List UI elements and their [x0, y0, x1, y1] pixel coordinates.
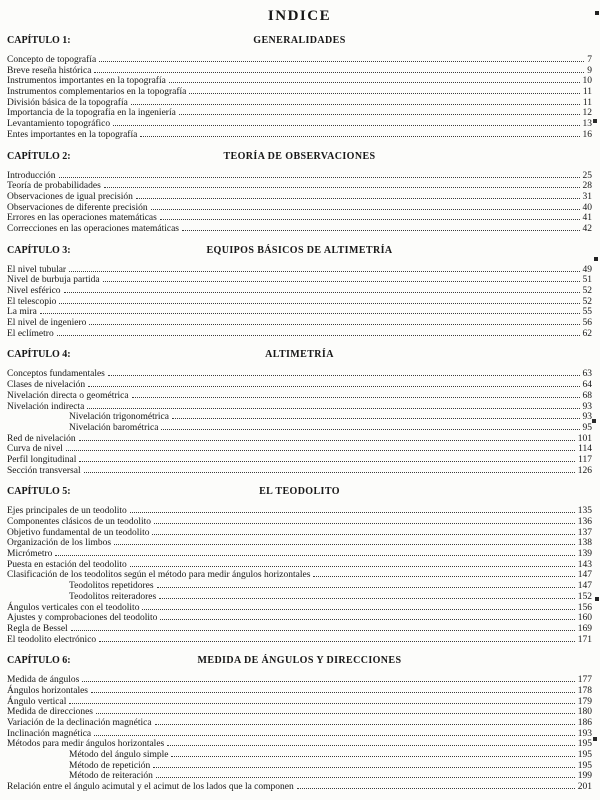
- dot-leader: [104, 187, 580, 188]
- page-number: 169: [577, 623, 592, 634]
- chapter-header: [7, 654, 592, 667]
- page-number: 186: [577, 718, 592, 728]
- dot-leader: [71, 630, 575, 631]
- entry-text: Medida de ángulos: [7, 675, 80, 686]
- page-number: 11: [582, 87, 592, 98]
- toc-entry: [7, 76, 592, 87]
- toc-entry: [7, 318, 592, 329]
- page-number: 13: [582, 119, 592, 130]
- entry-text: Errores en las operaciones matemáticas: [7, 213, 157, 224]
- page-number: 180: [577, 707, 592, 718]
- entry-text: Regla de Bessel: [7, 623, 68, 634]
- page-number: 156: [577, 602, 592, 613]
- entry-text: Ángulo vertical: [7, 696, 67, 707]
- entry-text: Observaciones de igual precisión: [7, 191, 133, 202]
- toc-entry: [7, 224, 592, 235]
- toc-entry: [7, 613, 592, 624]
- chapter-title: TEORÍA DE OBSERVACIONES: [223, 150, 376, 162]
- page-number: 40: [582, 202, 592, 213]
- dot-leader: [153, 767, 574, 768]
- dot-leader: [171, 756, 574, 757]
- page-number: 101: [577, 433, 592, 444]
- entry-text: Instrumentos complementarios en la topografía: [7, 87, 187, 98]
- toc-entry: [7, 771, 592, 782]
- entry-text: Teodolitos reiteradores: [69, 591, 157, 602]
- toc-entry: [7, 549, 592, 560]
- toc-entry: [7, 538, 592, 549]
- toc-entry: [7, 213, 592, 224]
- page-number: 16: [582, 129, 592, 140]
- entry-text: Variación de la declinación magnética: [7, 718, 152, 728]
- entry-text: El eclímetro: [7, 328, 54, 339]
- page-number: 152: [577, 591, 592, 602]
- dot-leader: [59, 177, 580, 178]
- entry-text: División básica de la topografía: [7, 97, 128, 108]
- entry-text: Ángulos verticales con el teodolito: [7, 602, 140, 613]
- toc-entry: [7, 171, 592, 182]
- dot-leader: [130, 512, 575, 513]
- entry-text: Nivelación trigonométrica: [69, 412, 169, 423]
- dot-leader: [156, 777, 575, 778]
- page-number: 10: [582, 76, 592, 87]
- chapter-label: CAPÍTULO 4:: [7, 349, 71, 361]
- toc-entry: [7, 329, 592, 340]
- toc-entry: [7, 423, 592, 434]
- toc-entry: [7, 369, 592, 380]
- dot-leader: [136, 198, 580, 199]
- chapter-label: CAPÍTULO 6:: [7, 655, 71, 667]
- page-number: 51: [582, 275, 592, 286]
- toc-entry: [7, 718, 592, 729]
- toc-entry: [7, 697, 592, 708]
- dot-leader: [179, 114, 580, 115]
- dot-leader: [87, 408, 579, 409]
- toc-entry: [7, 203, 592, 214]
- entry-text: El nivel de ingeniero: [7, 318, 87, 329]
- entry-text: Instrumentos importantes en la topografía: [7, 76, 166, 87]
- dot-leader: [66, 450, 575, 451]
- dot-leader: [69, 703, 574, 704]
- entry-text: La mira: [7, 307, 37, 318]
- dot-leader: [103, 281, 580, 282]
- dot-leader: [172, 418, 580, 419]
- entry-text: Perfil longitudinal: [7, 454, 77, 465]
- entry-text: Nivel esférico: [7, 286, 61, 296]
- page-number: 41: [582, 213, 592, 224]
- toc-entry: [7, 55, 592, 66]
- page-number: 201: [577, 782, 592, 793]
- page-number: 136: [577, 517, 592, 527]
- toc-entry: [7, 192, 592, 203]
- entry-text: Puesta en estación del teodolito: [7, 559, 127, 570]
- dot-leader: [189, 93, 579, 94]
- chapter-header: [7, 34, 592, 47]
- page-number: 55: [582, 307, 592, 318]
- page-number: 147: [577, 570, 592, 581]
- chapter-header: [7, 348, 592, 361]
- dot-leader: [114, 544, 575, 545]
- toc-entry: [7, 275, 592, 286]
- dot-leader: [132, 397, 580, 398]
- dot-leader: [151, 209, 580, 210]
- toc-entry: [7, 181, 592, 192]
- entry-text: Correcciones en las operaciones matemáticas: [7, 223, 179, 234]
- dot-leader: [91, 692, 575, 693]
- page-number: 12: [582, 108, 592, 119]
- dot-leader: [297, 788, 575, 789]
- dot-leader: [152, 534, 574, 535]
- toc-entry: [7, 391, 592, 402]
- dot-leader: [69, 271, 579, 272]
- page-number: 195: [577, 750, 592, 761]
- entry-text: Método de reiteración: [69, 771, 153, 782]
- toc-entry: [7, 750, 592, 761]
- dot-leader: [99, 641, 575, 642]
- dot-leader: [169, 82, 580, 83]
- entry-text: Ejes principales de un teodolito: [7, 506, 127, 517]
- entry-text: Levantamiento topográfico: [7, 119, 111, 130]
- dot-leader: [159, 598, 575, 599]
- page-number: 147: [577, 581, 592, 592]
- toc-entry: [7, 635, 592, 646]
- dot-leader: [59, 303, 579, 304]
- entry-text: Ángulos horizontales: [7, 685, 89, 696]
- toc-entry: [7, 729, 592, 740]
- toc-entry: [7, 739, 592, 750]
- toc-entry: [7, 560, 592, 571]
- page-number: 137: [577, 527, 592, 538]
- dot-leader: [82, 681, 574, 682]
- entry-text: Breve reseña histórica: [7, 65, 92, 76]
- page-number: 42: [582, 223, 592, 234]
- chapter-header: [7, 150, 592, 163]
- page-number: 139: [577, 549, 592, 560]
- dot-leader: [94, 735, 575, 736]
- entry-text: El telescopio: [7, 296, 57, 307]
- toc-entry: [7, 581, 592, 592]
- toc-entry: [7, 265, 592, 276]
- dot-leader: [157, 587, 575, 588]
- toc-entry: [7, 444, 592, 455]
- entry-text: Sección transversal: [7, 465, 81, 476]
- toc-entry: [7, 570, 592, 581]
- entry-text: Conceptos fundamentales: [7, 369, 105, 380]
- toc-entry: [7, 412, 592, 423]
- entry-text: Clases de nivelación: [7, 380, 86, 391]
- toc-entry: [7, 624, 592, 635]
- chapter-label: CAPÍTULO 2:: [7, 150, 71, 162]
- entry-text: Método del ángulo simple: [69, 750, 169, 761]
- dot-leader: [161, 429, 579, 430]
- dot-leader: [64, 292, 580, 293]
- toc-entry: [7, 66, 592, 77]
- toc-entry: [7, 528, 592, 539]
- chapter-title: EQUIPOS BÁSICOS DE ALTIMETRÍA: [206, 244, 393, 256]
- toc-entry: [7, 455, 592, 466]
- toc-entry: [7, 402, 592, 413]
- page-number: 160: [577, 613, 592, 624]
- dot-leader: [96, 713, 575, 714]
- page-number: 11: [582, 97, 592, 108]
- page-number: 143: [577, 559, 592, 570]
- toc-entry: [7, 603, 592, 614]
- chapter-header: [7, 485, 592, 498]
- page-number: 195: [577, 760, 592, 771]
- entry-text: Nivelación directa o geométrica: [7, 390, 129, 401]
- entry-text: Medida de direcciones: [7, 707, 93, 718]
- chapter-title: MEDIDA DE ÁNGULOS Y DIRECCIONES: [197, 655, 402, 667]
- dot-leader: [154, 523, 575, 524]
- toc-entry: [7, 761, 592, 772]
- page-number: 117: [578, 454, 592, 465]
- dot-leader: [79, 440, 575, 441]
- chapter-title: GENERALIDADES: [253, 35, 346, 46]
- page-number: 64: [582, 380, 592, 391]
- toc-entry: [7, 675, 592, 686]
- entry-text: Red de nivelación: [7, 433, 76, 444]
- toc-entry: [7, 707, 592, 718]
- entry-text: Componentes clásicos de un teodolito: [7, 517, 152, 527]
- page-number: 95: [582, 422, 592, 433]
- dot-leader: [94, 72, 584, 73]
- entry-text: Micrómetro: [7, 549, 53, 560]
- chapter-label: CAPÍTULO 1:: [7, 35, 71, 46]
- page-number: 193: [577, 728, 592, 739]
- page-number: 178: [577, 685, 592, 696]
- dot-leader: [142, 609, 574, 610]
- entry-text: Concepto de topografía: [7, 55, 97, 65]
- page-number: 135: [577, 506, 592, 517]
- page-number: 63: [582, 369, 592, 380]
- toc-entry: [7, 297, 592, 308]
- entry-text: Clasificación de los teodolitos según el método para medir ángulos horizontales: [7, 570, 311, 581]
- chapter-label: CAPÍTULO 3:: [7, 244, 71, 256]
- dot-leader: [84, 472, 575, 473]
- toc-entry: [7, 307, 592, 318]
- page-number: 31: [582, 191, 592, 202]
- dot-leader: [130, 566, 575, 567]
- entry-text: Curva de nivel: [7, 444, 63, 455]
- entry-text: Importancia de la topografía en la ingeniería: [7, 108, 176, 119]
- page-number: 179: [577, 696, 592, 707]
- toc-entry: [7, 87, 592, 98]
- page-number: 28: [582, 181, 592, 192]
- page-number: 62: [582, 328, 592, 339]
- page-number: 7: [587, 55, 592, 65]
- dot-leader: [57, 335, 580, 336]
- page-number: 52: [582, 296, 592, 307]
- toc-entry: [7, 782, 592, 793]
- chapter-title: ALTIMETRÍA: [265, 349, 334, 361]
- entry-text: Método de repetición: [69, 760, 151, 771]
- dot-leader: [155, 724, 575, 725]
- toc-entry: [7, 98, 592, 109]
- page-number: 114: [578, 444, 592, 455]
- page-number: 195: [577, 739, 592, 750]
- entry-text: Nivelación indirecta: [7, 401, 85, 412]
- dot-leader: [167, 745, 575, 746]
- page-number: 68: [582, 390, 592, 401]
- page-number: 56: [582, 318, 592, 329]
- page-number: 93: [582, 401, 592, 412]
- toc-entry: [7, 130, 592, 141]
- chapter-header: [7, 244, 592, 257]
- dot-leader: [160, 219, 580, 220]
- dot-leader: [79, 461, 575, 462]
- toc-entry: [7, 286, 592, 297]
- entry-text: El nivel tubular: [7, 264, 67, 275]
- entry-text: Ajustes y comprobaciones del teodolito: [7, 613, 158, 624]
- dot-leader: [89, 324, 579, 325]
- entry-text: Nivelación barométrica: [69, 422, 159, 433]
- entry-text: Objetivo fundamental de un teodolito: [7, 527, 150, 538]
- entry-text: Relación entre el ángulo acimutal y el acimut de los lados que la componen: [7, 782, 294, 793]
- entry-text: El teodolito electrónico: [7, 634, 97, 645]
- dot-leader: [131, 104, 580, 105]
- entry-text: Métodos para medir ángulos horizontales: [7, 739, 165, 750]
- entry-text: Organización de los limbos: [7, 538, 112, 549]
- page-number: 177: [577, 675, 592, 686]
- page-number: 9: [587, 65, 592, 76]
- toc-entry: [7, 506, 592, 517]
- dot-leader: [160, 619, 574, 620]
- toc-entry: [7, 108, 592, 119]
- dot-leader: [313, 576, 574, 577]
- toc-entry: [7, 119, 592, 130]
- dot-leader: [88, 386, 579, 387]
- page-number: 49: [582, 264, 592, 275]
- page-number: 52: [582, 286, 592, 296]
- chapter-title: EL TEODOLITO: [259, 486, 340, 498]
- page-number: 25: [582, 170, 592, 181]
- entry-text: Introducción: [7, 170, 56, 181]
- toc: [7, 34, 592, 793]
- page-number: 93: [582, 412, 592, 423]
- dot-leader: [108, 375, 580, 376]
- page-number: 199: [577, 771, 592, 782]
- toc-entry: [7, 434, 592, 445]
- page-number: 138: [577, 538, 592, 549]
- page-number: 171: [577, 634, 592, 645]
- entry-text: Teodolitos repetidores: [69, 581, 154, 592]
- dot-leader: [182, 230, 580, 231]
- toc-entry: [7, 686, 592, 697]
- toc-entry: [7, 592, 592, 603]
- toc-entry: [7, 466, 592, 477]
- page-number: 126: [577, 465, 592, 476]
- toc-entry: [7, 380, 592, 391]
- dot-leader: [113, 125, 579, 126]
- entry-text: Observaciones de diferente precisión: [7, 202, 148, 213]
- chapter-label: CAPÍTULO 5:: [7, 486, 71, 498]
- entry-text: Teoría de probabilidades: [7, 181, 101, 192]
- dot-leader: [40, 313, 580, 314]
- dot-leader: [55, 555, 574, 556]
- entry-text: Nivel de burbuja partida: [7, 275, 100, 286]
- dot-leader: [140, 136, 579, 137]
- dot-leader: [99, 61, 584, 62]
- entry-text: Inclinación magnética: [7, 728, 92, 739]
- entry-text: Entes importantes en la topografía: [7, 129, 138, 140]
- toc-entry: [7, 517, 592, 528]
- page-title: INDICE: [267, 8, 332, 24]
